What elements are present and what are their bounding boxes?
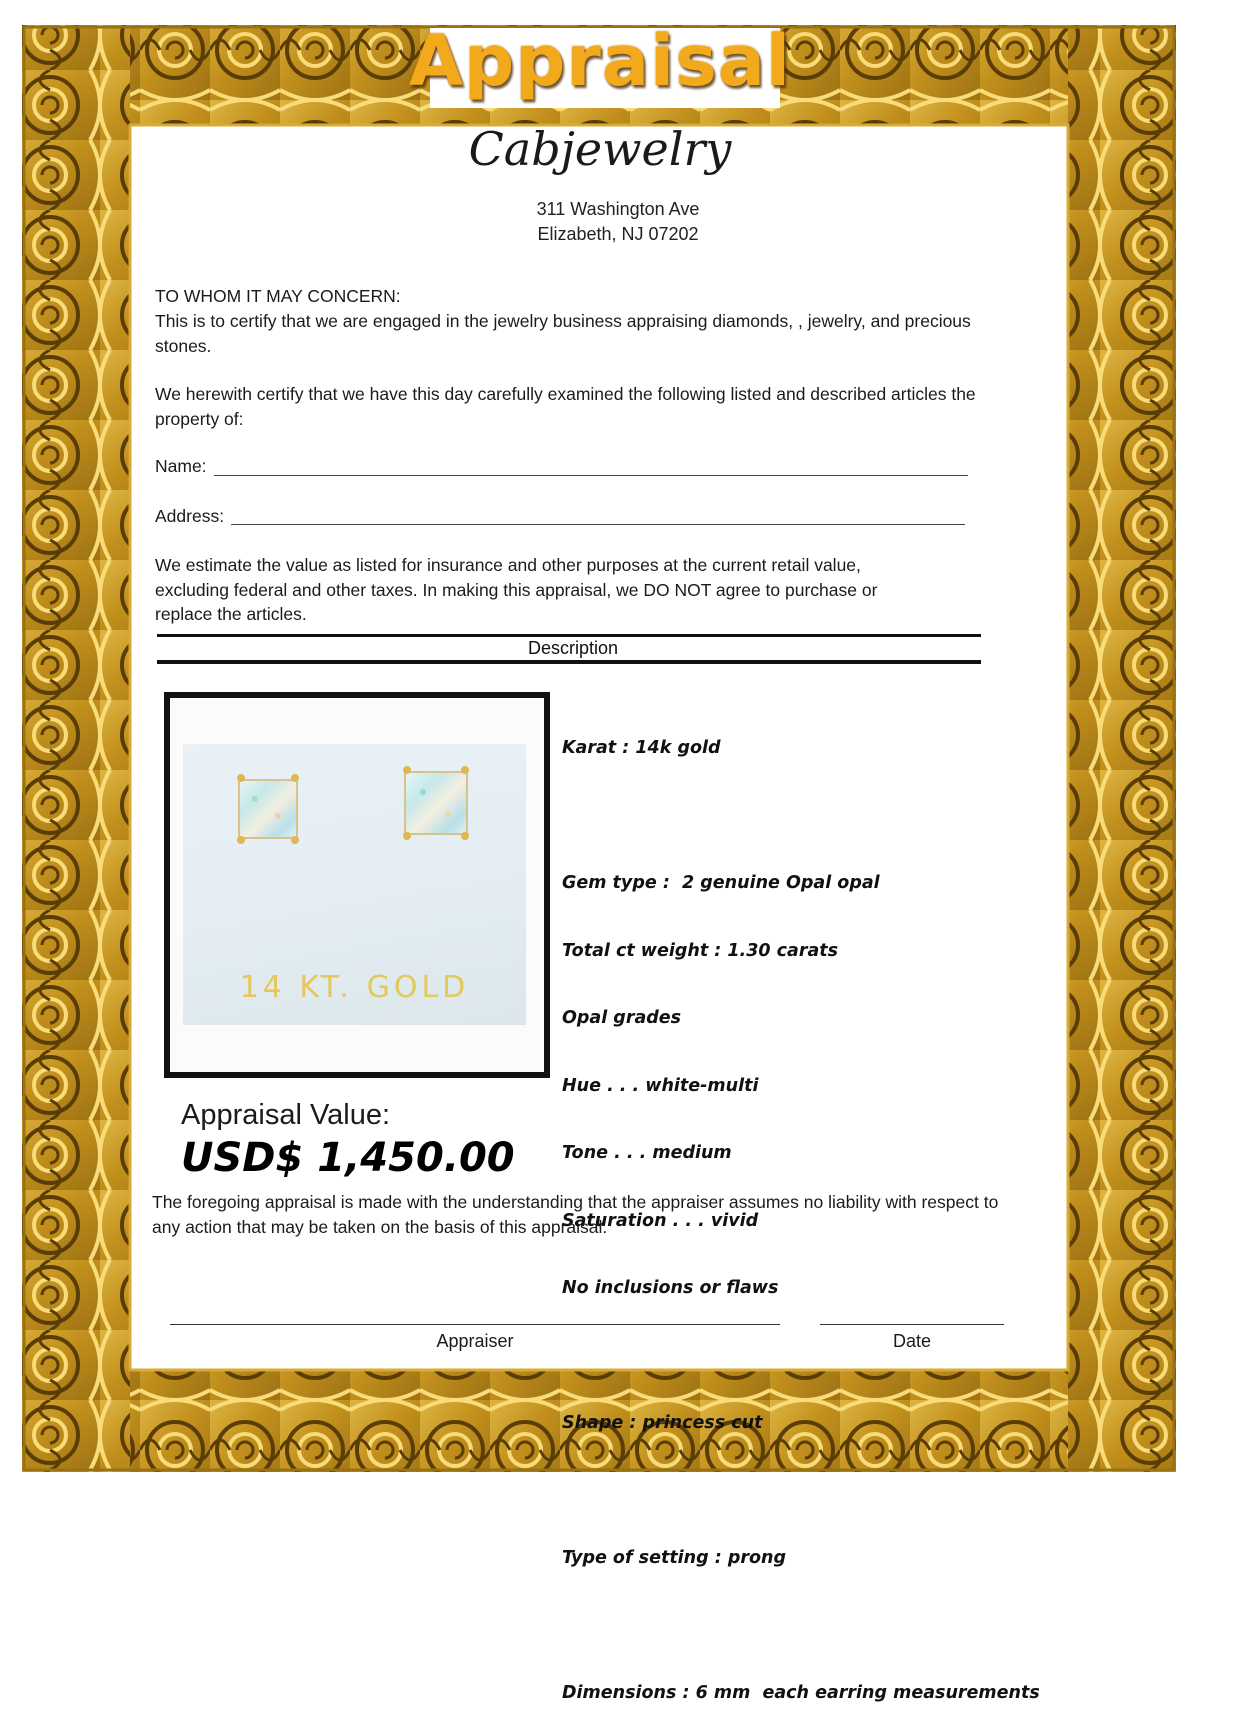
spec-inclusions: No inclusions or flaws (562, 1278, 779, 1298)
spec-spacer (562, 1480, 1082, 1503)
spec-opal-grades: Opal grades (562, 1008, 682, 1028)
spec-spacer (562, 805, 1082, 828)
estimate-paragraph: We estimate the value as listed for insurance and other purposes at the current retail value, excluding federal and other taxes. In making this appraisal, we DO NOT agree to purchase or replace the articles. (155, 555, 878, 624)
description-heading: Description (527, 638, 619, 658)
page-title: Appraisal (408, 20, 792, 102)
spec-dimensions: Dimensions : 6 mm each earring measurements (562, 1683, 1040, 1703)
address-label: Address: (155, 506, 225, 526)
spec-total-weight: Total ct weight : 1.30 carats (562, 940, 839, 961)
date-label: Date (892, 1331, 932, 1351)
address-line-2: Elizabeth, NJ 07202 (537, 224, 699, 244)
photo-caption: 14 KT. GOLD (239, 970, 470, 1005)
spec-gem-type: Gem type : 2 genuine Opal opal (562, 873, 880, 893)
address-line-1: 311 Washington Ave (536, 199, 700, 219)
certify-business-paragraph: This is to certify that we are engaged in the jewelry business appraising diamonds, , jewelry, and precious stones. (155, 311, 971, 356)
spec-saturation: Saturation . . . vivid (562, 1210, 759, 1231)
spec-shape: Shape : princess cut (562, 1413, 763, 1433)
address-field-line[interactable] (231, 524, 965, 525)
spec-spacer (562, 1615, 1082, 1638)
name-label: Name: (155, 456, 207, 476)
appraiser-label: Appraiser (436, 1331, 514, 1351)
spec-karat: Karat : 14k gold (562, 738, 721, 758)
appraisal-value: USD$ 1,450.00 (181, 1135, 515, 1181)
business-address (0, 197, 1236, 247)
product-photo (183, 744, 526, 1025)
date-signature-line[interactable] (820, 1324, 1004, 1325)
appraisal-value-label: Appraisal Value: (181, 1099, 391, 1131)
certify-examined-paragraph: We herewith certify that we have this day carefully examined the following listed and described articles the property of: (155, 384, 976, 429)
name-field-line[interactable] (214, 475, 968, 476)
description-top-rule (157, 634, 981, 637)
salutation: TO WHOM IT MAY CONCERN: (155, 286, 401, 306)
brand-name: Cabjewelry (468, 122, 732, 176)
spec-hue: Hue . . . white-multi (562, 1075, 759, 1096)
description-bottom-rule (157, 660, 981, 664)
appraiser-signature-line[interactable] (170, 1324, 780, 1325)
spec-setting: Type of setting : prong (562, 1548, 787, 1568)
spec-tone: Tone . . . medium (562, 1143, 732, 1163)
liability-disclaimer: The foregoing appraisal is made with the understanding that the appraiser assumes no liability with respect to any action that may be taken on the basis of this appraisal. (152, 1192, 999, 1237)
